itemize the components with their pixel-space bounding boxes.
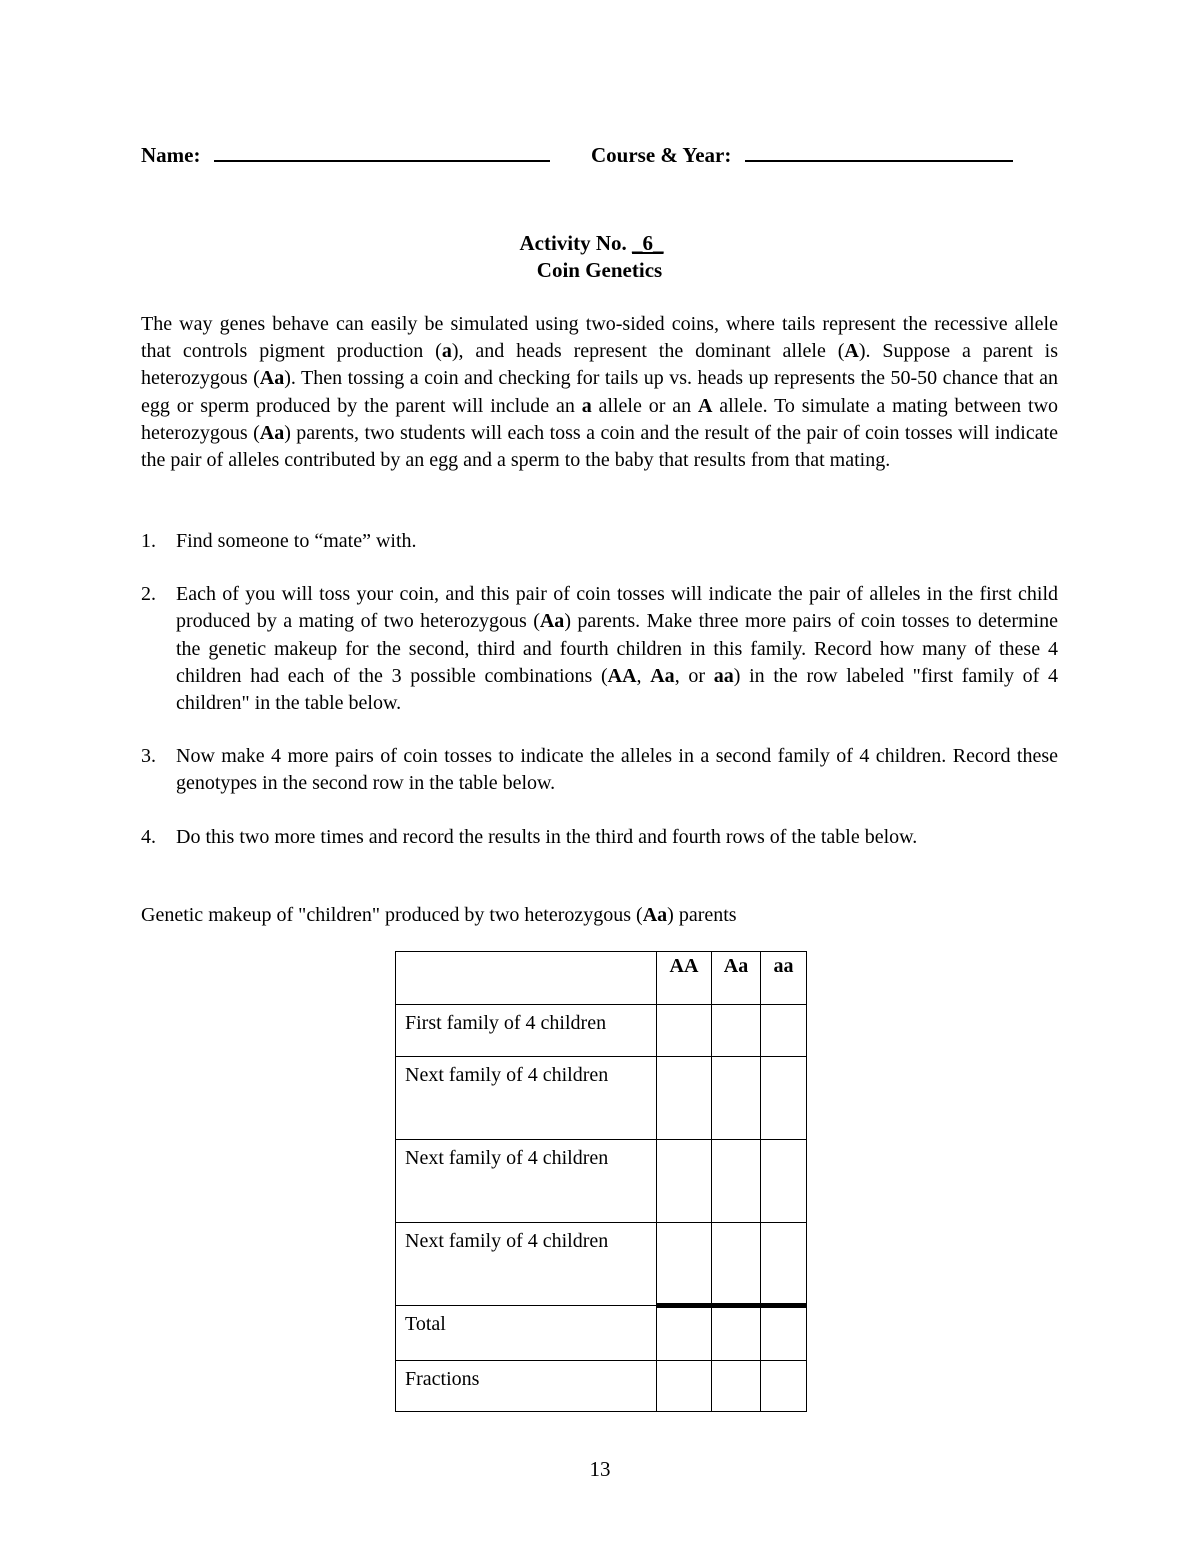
step-text-part: ) parents. Make three more pairs of coin tosses to determine the genetic makeup for the second, third and fourth children in this family. Record how many of these 4 children had each of the 3 possible combinations ( bbox=[176, 610, 1058, 687]
row-label: Next family of 4 children bbox=[396, 1223, 657, 1306]
table-cell-aa-hetero[interactable] bbox=[712, 1005, 761, 1057]
table-cell-aa-dominant[interactable] bbox=[657, 1057, 712, 1140]
table-row bbox=[396, 1057, 807, 1140]
course-year-label: Course & Year: bbox=[591, 143, 732, 167]
table-cell-aa-recessive[interactable] bbox=[761, 1005, 807, 1057]
name-label: Name: bbox=[141, 143, 201, 167]
table-cell-aa-hetero[interactable] bbox=[712, 1057, 761, 1140]
table-cell-aa-dominant[interactable] bbox=[657, 1223, 712, 1306]
activity-title: Coin Genetics bbox=[536, 258, 663, 282]
name-blank[interactable] bbox=[214, 144, 550, 162]
intro-text: ). Then tossing a coin and checking for tails up vs. heads up represents the 50-50 chance that an egg or sperm produced by the parent will include an bbox=[141, 367, 1058, 417]
row-label: Total bbox=[396, 1306, 657, 1361]
table-cell-aa-hetero[interactable] bbox=[712, 1140, 761, 1223]
genotype-symbol: Aa bbox=[259, 367, 285, 390]
table-cell-aa-dominant[interactable] bbox=[657, 1306, 712, 1361]
course-year-field bbox=[591, 143, 1013, 168]
table-header-cell bbox=[396, 952, 657, 1005]
genotype-symbol: Aa bbox=[539, 610, 565, 633]
table-cell-aa-dominant[interactable] bbox=[657, 1140, 712, 1223]
genotype-symbol: AA bbox=[607, 664, 637, 687]
allele-symbol: A bbox=[697, 394, 713, 417]
intro-text: ), and heads represent the dominant allele ( bbox=[451, 340, 845, 363]
table-header-row bbox=[396, 952, 807, 1005]
course-year-blank[interactable] bbox=[745, 144, 1013, 162]
step-number: 1. bbox=[141, 530, 156, 552]
table-row bbox=[396, 1140, 807, 1223]
genotype-results-table bbox=[395, 951, 807, 1412]
table-cell-aa-dominant[interactable] bbox=[657, 1005, 712, 1057]
table-header-cell: AA bbox=[657, 952, 712, 1005]
activity-title-block bbox=[0, 230, 1200, 284]
step-number: 2. bbox=[141, 583, 156, 606]
table-row-total bbox=[396, 1306, 807, 1361]
row-label: Next family of 4 children bbox=[396, 1140, 657, 1223]
step-number: 3. bbox=[141, 745, 156, 768]
genotype-symbol: Aa bbox=[259, 421, 285, 444]
intro-text: The way genes behave can easily be simulated using two-sided coins, where tails represent the recessive allele that controls pigment production ( bbox=[141, 313, 1058, 363]
table-row-fractions bbox=[396, 1361, 807, 1412]
activity-label: Activity No. bbox=[519, 231, 627, 255]
genotype-symbol: aa bbox=[713, 664, 734, 687]
activity-heading bbox=[519, 230, 663, 257]
intro-text: allele or an bbox=[591, 394, 698, 417]
row-label: Next family of 4 children bbox=[396, 1057, 657, 1140]
table-cell-aa-recessive[interactable] bbox=[761, 1361, 807, 1412]
allele-symbol: A bbox=[844, 340, 859, 363]
row-label: Fractions bbox=[396, 1361, 657, 1412]
step-number: 4. bbox=[141, 825, 156, 848]
step-text: Now make 4 more pairs of coin tosses to indicate the alleles in a second family of 4 children. Record these genotypes in the second row in the table below. bbox=[176, 745, 1058, 795]
table-cell-aa-hetero[interactable] bbox=[712, 1223, 761, 1306]
step-item bbox=[141, 824, 1058, 851]
table-cell-aa-recessive[interactable] bbox=[761, 1057, 807, 1140]
table-row bbox=[396, 1223, 807, 1306]
step-text: Do this two more times and record the results in the third and fourth rows of the table below. bbox=[176, 825, 918, 848]
genotype-symbol: Aa bbox=[650, 664, 675, 687]
table-header-cell: aa bbox=[761, 952, 807, 1005]
caption-text: Genetic makeup of "children" produced by two heterozygous ( bbox=[141, 904, 643, 926]
step-text-part: , bbox=[636, 664, 651, 687]
step-text-part: Each of you will toss your coin, and this pair of coin tosses will indicate the pair of alleles in the first child produced by a mating of two heterozygous ( bbox=[176, 583, 1058, 633]
step-item bbox=[141, 743, 1058, 797]
step-text-part: , or bbox=[674, 664, 714, 687]
row-label: First family of 4 children bbox=[396, 1005, 657, 1057]
instruction-steps bbox=[141, 528, 1058, 851]
step-text-part: ) in the row labeled "first family of 4 children" in the table below. bbox=[176, 664, 1059, 715]
step-text: Find someone to “mate” with. bbox=[176, 530, 417, 552]
activity-number: _6_ bbox=[632, 231, 664, 255]
table-cell-aa-hetero[interactable] bbox=[712, 1361, 761, 1412]
table-caption bbox=[141, 902, 1058, 929]
allele-symbol: a bbox=[441, 340, 452, 363]
genotype-symbol: Aa bbox=[642, 904, 668, 926]
caption-text: ) parents bbox=[667, 904, 737, 926]
table-cell-aa-recessive[interactable] bbox=[761, 1140, 807, 1223]
intro-text: ) parents, two students will each toss a coin and the result of the pair of coin tosses will indicate the pair of alleles contributed by an egg and a sperm to the baby that results from that mating. bbox=[141, 421, 1059, 472]
header-line bbox=[141, 143, 1061, 168]
table-header-cell: Aa bbox=[712, 952, 761, 1005]
table-cell-aa-recessive[interactable] bbox=[761, 1223, 807, 1306]
table-cell-aa-dominant[interactable] bbox=[657, 1361, 712, 1412]
step-text bbox=[176, 583, 1058, 714]
intro-text: ). Suppose a parent is heterozygous ( bbox=[141, 340, 1059, 390]
allele-symbol: a bbox=[581, 394, 592, 417]
intro-paragraph bbox=[141, 311, 1058, 474]
step-item bbox=[141, 581, 1058, 717]
intro-text: allele. To simulate a mating between two heterozygous ( bbox=[141, 394, 1059, 444]
table-cell-aa-recessive[interactable] bbox=[761, 1306, 807, 1361]
table-cell-aa-hetero[interactable] bbox=[712, 1306, 761, 1361]
page-number: 13 bbox=[589, 1457, 611, 1481]
step-item bbox=[141, 528, 1058, 555]
table-row bbox=[396, 1005, 807, 1057]
